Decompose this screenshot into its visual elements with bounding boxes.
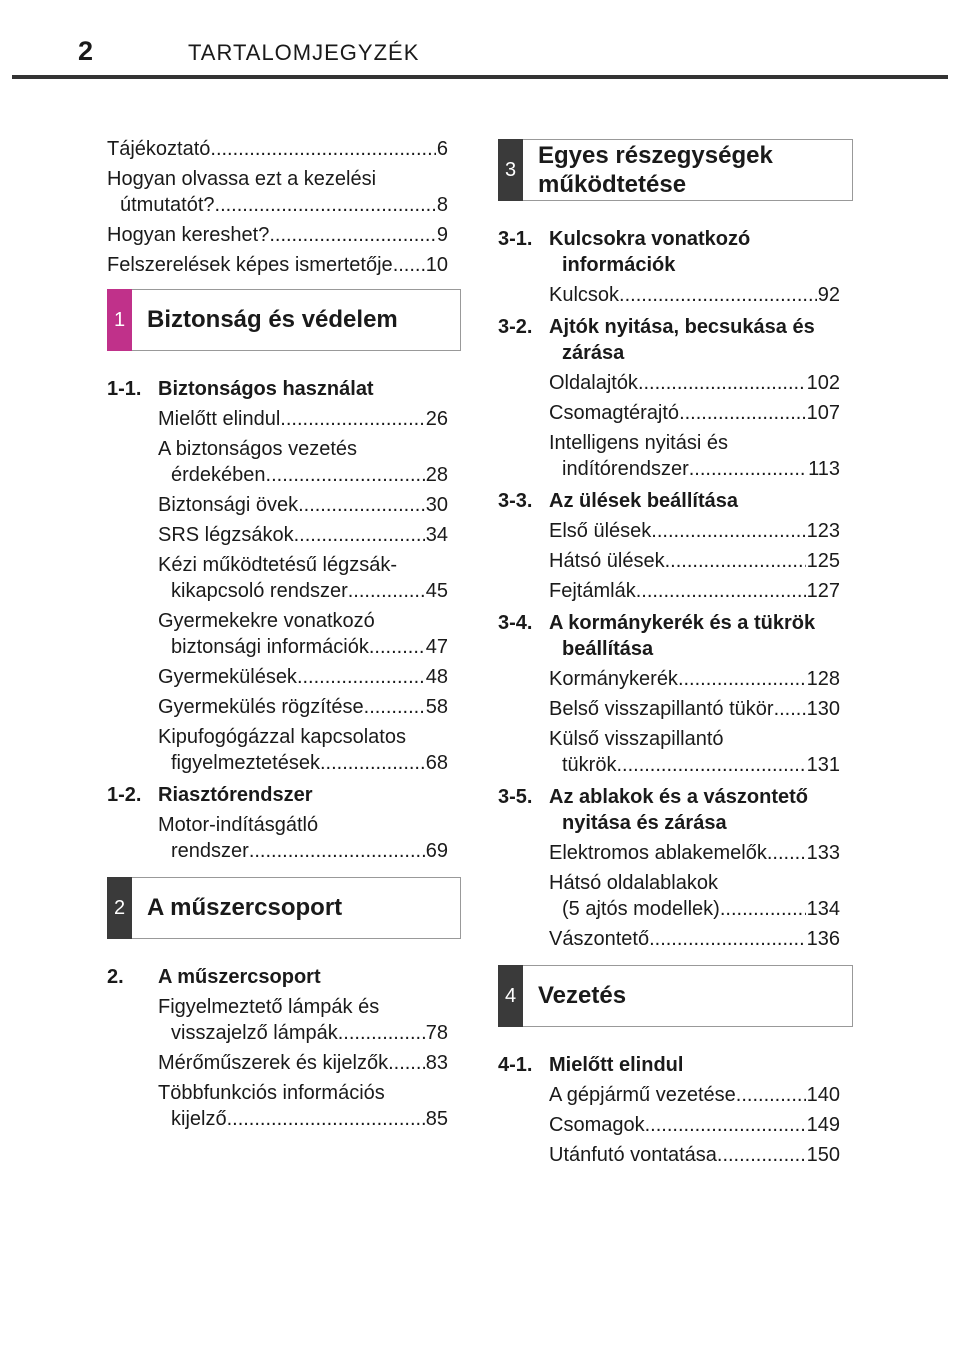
toc-entry[interactable]	[158, 436, 448, 488]
toc-entry[interactable]	[107, 166, 448, 218]
toc-entry-page: 134	[806, 898, 840, 920]
leader-dots	[249, 838, 425, 864]
toc-entry[interactable]	[549, 548, 840, 574]
leader-dots	[215, 192, 436, 218]
section-title	[498, 610, 840, 662]
toc-entry-text: Csomagtérajtó	[549, 402, 680, 424]
toc-entry-text: Tájékoztató	[107, 138, 211, 160]
section-label: Az ablakok és a vászontető	[549, 786, 808, 808]
section-title	[107, 964, 448, 990]
leader-dots	[736, 1082, 806, 1108]
toc-entry[interactable]	[549, 870, 840, 922]
leader-dots	[720, 896, 806, 922]
toc-entry[interactable]	[549, 518, 840, 544]
toc-entry[interactable]	[158, 608, 448, 660]
toc-entry-text: Mielőtt elindul	[158, 408, 281, 430]
section-number: 3-2.	[498, 316, 533, 338]
toc-entry-text: biztonsági információk	[171, 636, 369, 658]
toc-entry-page: 130	[806, 698, 840, 720]
toc-entry[interactable]	[158, 664, 448, 690]
toc-entry-page: 83	[425, 1052, 448, 1074]
toc-entry-page: 125	[806, 550, 840, 572]
section-number: 3-1.	[498, 228, 533, 250]
section-label-cont: információk	[562, 254, 676, 276]
toc-entry-text: Motor-indításgátló	[158, 814, 319, 836]
leader-dots	[266, 462, 425, 488]
section-number: 3-3.	[498, 490, 533, 512]
toc-entry-text: Figyelmeztető lámpák és	[158, 996, 380, 1018]
toc-entry-text: figyelmeztetések	[171, 752, 320, 774]
section-label-cont: beállítása	[562, 638, 654, 660]
toc-entry[interactable]	[158, 724, 448, 776]
section-title	[107, 376, 448, 402]
chapter-title	[538, 141, 773, 199]
toc-entry-page: 140	[806, 1084, 840, 1106]
leader-dots	[649, 926, 806, 952]
toc-entry-page: 102	[806, 372, 840, 394]
toc-entry-text: SRS légzsákok	[158, 524, 294, 546]
leader-dots	[636, 578, 806, 604]
section-title	[498, 314, 840, 366]
leader-dots	[651, 518, 805, 544]
toc-entry-page: 149	[806, 1114, 840, 1136]
leader-dots	[679, 400, 806, 426]
toc-entry-page: 6	[436, 138, 448, 160]
toc-entry-text: Biztonsági övek	[158, 494, 299, 516]
section-label: Az ülések beállítása	[549, 490, 738, 512]
toc-entry-text: kikapcsoló rendszer	[171, 580, 348, 602]
toc-entry-text: Oldalajtók	[549, 372, 638, 394]
toc-entry[interactable]	[549, 1082, 840, 1108]
chapter-title-line: működtetése	[538, 171, 687, 198]
toc-entry-text: Hátsó oldalablakok	[549, 872, 718, 894]
leader-dots	[619, 282, 817, 308]
toc-entry-text: Fejtámlák	[549, 580, 636, 602]
toc-entry[interactable]	[158, 406, 448, 432]
section-number: 3-5.	[498, 786, 533, 808]
toc-entry-page: 68	[425, 752, 448, 774]
leader-dots	[294, 522, 425, 548]
chapter-title: Biztonság és védelem	[147, 306, 398, 333]
section-label: Ajtók nyitása, becsukása és	[549, 316, 815, 338]
toc-entry-text: Kézi működtetésű légzsák-	[158, 554, 398, 576]
leader-dots	[269, 222, 436, 248]
section-title	[498, 226, 840, 278]
toc-entry-text: kijelző	[171, 1108, 227, 1130]
toc-entry-page: 26	[425, 408, 448, 430]
leader-dots	[298, 492, 425, 518]
toc-entry[interactable]	[158, 492, 448, 518]
section-label: Mielőtt elindul	[549, 1054, 684, 1076]
toc-entry[interactable]	[549, 400, 840, 426]
toc-entry-text: Felszerelések képes ismertetője	[107, 254, 393, 276]
toc-entry-page: 78	[425, 1022, 448, 1044]
toc-entry-text: Gyermekekre vonatkozó	[158, 610, 375, 632]
toc-entry-page: 136	[806, 928, 840, 950]
toc-entry-text: tükrök	[562, 754, 617, 776]
chapter-box-1[interactable]	[107, 289, 461, 351]
section-number: 3-4.	[498, 612, 533, 634]
toc-entry[interactable]	[549, 726, 840, 778]
toc-entry-text: Gyermekülések	[158, 666, 297, 688]
toc-entry[interactable]	[549, 430, 840, 482]
chapter-tab: 4	[498, 965, 523, 1027]
toc-entry[interactable]	[107, 252, 448, 278]
toc-entry-page: 69	[425, 840, 448, 862]
toc-entry-page: 133	[806, 842, 840, 864]
section-number: 4-1.	[498, 1054, 533, 1076]
section-number: 1-1.	[107, 378, 142, 400]
section-label: A kormánykerék és a tükrök	[549, 612, 816, 634]
toc-entry-text: Hogyan kereshet?	[107, 224, 270, 246]
leader-dots	[393, 252, 425, 278]
toc-entry-text: Többfunkciós információs	[158, 1082, 385, 1104]
toc-entry-text: Hátsó ülések	[549, 550, 665, 572]
toc-entry-text: Intelligens nyitási és	[549, 432, 728, 454]
toc-entry[interactable]	[158, 694, 448, 720]
leader-dots	[227, 1106, 425, 1132]
toc-entry-text: útmutatót?	[120, 194, 215, 216]
section-number: 1-2.	[107, 784, 142, 806]
toc-entry-page: 58	[425, 696, 448, 718]
toc-entry-text: indítórendszer	[562, 458, 689, 480]
leader-dots	[717, 1142, 806, 1168]
toc-entry-page: 113	[808, 458, 840, 480]
toc-entry[interactable]	[549, 578, 840, 604]
leader-dots	[280, 406, 424, 432]
toc-entry[interactable]	[158, 1080, 448, 1132]
leader-dots	[767, 840, 806, 866]
toc-entry-text: Mérőműszerek és kijelzők	[158, 1052, 389, 1074]
toc-entry[interactable]	[549, 1142, 840, 1168]
toc-entry[interactable]	[549, 282, 840, 308]
toc-entry-text: Hogyan olvassa ezt a kezelési	[107, 168, 377, 190]
section-title	[498, 488, 840, 514]
toc-entry-page: 30	[425, 494, 448, 516]
toc-entry-text: rendszer	[171, 840, 249, 862]
leader-dots	[338, 1020, 425, 1046]
toc-entry-page: 28	[425, 464, 448, 486]
page-header	[12, 28, 948, 80]
toc-entry[interactable]	[549, 926, 840, 952]
section-title	[498, 784, 840, 836]
toc-entry-page: 123	[806, 520, 840, 542]
section-label-cont: nyitása és zárása	[562, 812, 727, 834]
toc-entry-text: Külső visszapillantó	[549, 728, 724, 750]
toc-entry[interactable]	[158, 522, 448, 548]
toc-entry[interactable]	[158, 1050, 448, 1076]
section-label: Riasztórendszer	[158, 784, 313, 806]
page-number: 2	[78, 36, 94, 66]
section-label: A műszercsoport	[158, 966, 321, 988]
toc-entry[interactable]	[549, 666, 840, 692]
toc-entry[interactable]	[107, 136, 448, 162]
section-label-cont: zárása	[562, 342, 625, 364]
toc-entry-text: Utánfutó vontatása	[549, 1144, 717, 1166]
toc-entry-text: A biztonságos vezetés	[158, 438, 358, 460]
toc-entry[interactable]	[158, 994, 448, 1046]
section-number: 2.	[107, 966, 124, 988]
toc-entry-page: 127	[806, 580, 840, 602]
toc-entry-text: Kulcsok	[549, 284, 620, 306]
toc-entry[interactable]	[107, 222, 448, 248]
leader-dots	[348, 578, 425, 604]
chapter-title: A műszercsoport	[147, 894, 343, 921]
leader-dots	[369, 634, 425, 660]
toc-entry-page: 34	[425, 524, 448, 546]
chapter-box-4[interactable]	[498, 965, 853, 1027]
toc-entry-text: A gépjármű vezetése	[549, 1084, 736, 1106]
leader-dots	[678, 666, 806, 692]
toc-entry-text: Gyermekülés rögzítése	[158, 696, 364, 718]
toc-entry[interactable]	[549, 370, 840, 396]
toc-entry-page: 47	[425, 636, 448, 658]
toc-entry-page: 48	[425, 666, 448, 688]
leader-dots	[645, 1112, 806, 1138]
chapter-title-line: Egyes részegységek	[538, 142, 773, 169]
toc-entry-page: 9	[436, 224, 448, 246]
toc-entry-text: (5 ajtós modellek)	[562, 898, 720, 920]
toc-entry-page: 128	[806, 668, 840, 690]
toc-entry-page: 85	[425, 1108, 448, 1130]
chapter-title: Vezetés	[538, 982, 627, 1009]
toc-entry-page: 92	[817, 284, 840, 306]
leader-dots	[665, 548, 806, 574]
leader-dots	[638, 370, 806, 396]
toc-entry-text: Első ülések	[549, 520, 652, 542]
toc-entry-text: visszajelző lámpák	[171, 1022, 338, 1044]
toc-entry-page: 107	[806, 402, 840, 424]
section-title	[107, 782, 448, 808]
leader-dots	[689, 456, 807, 482]
chapter-tab: 2	[107, 877, 132, 939]
leader-dots	[320, 750, 425, 776]
toc-entry-page: 150	[806, 1144, 840, 1166]
toc-entry-text: Kipufogógázzal kapcsolatos	[158, 726, 406, 748]
toc-entry-text: Elektromos ablakemelők	[549, 842, 767, 864]
toc-entry[interactable]	[549, 840, 840, 866]
toc-entry-text: Vászontető	[549, 928, 650, 950]
leader-dots	[210, 136, 435, 162]
toc-entry-page: 10	[425, 254, 448, 276]
section-label: Kulcsokra vonatkozó	[549, 228, 751, 250]
leader-dots	[774, 696, 806, 722]
chapter-tab: 3	[498, 139, 523, 201]
section-label: Biztonságos használat	[158, 378, 374, 400]
leader-dots	[297, 664, 425, 690]
toc-entry-text: Belső visszapillantó tükör	[549, 698, 774, 720]
toc-entry[interactable]	[158, 552, 448, 604]
toc-entry-page: 131	[806, 754, 840, 776]
toc-entry[interactable]	[549, 696, 840, 722]
page-title: TARTALOMJEGYZÉK	[188, 40, 420, 65]
chapter-box-2[interactable]	[107, 877, 461, 939]
leader-dots	[388, 1050, 425, 1076]
toc-entry-text: Kormánykerék	[549, 668, 678, 690]
toc-entry-text: érdekében	[171, 464, 266, 486]
toc-entry-page: 45	[425, 580, 448, 602]
toc-entry-text: Csomagok	[549, 1114, 645, 1136]
toc-entry[interactable]	[549, 1112, 840, 1138]
leader-dots	[616, 752, 805, 778]
section-title	[498, 1052, 840, 1078]
chapter-box-3[interactable]	[498, 139, 853, 201]
leader-dots	[364, 694, 425, 720]
chapter-tab: 1	[107, 289, 132, 351]
header-rule	[12, 75, 948, 79]
toc-entry-page: 8	[436, 194, 448, 216]
toc-entry[interactable]	[158, 812, 448, 864]
